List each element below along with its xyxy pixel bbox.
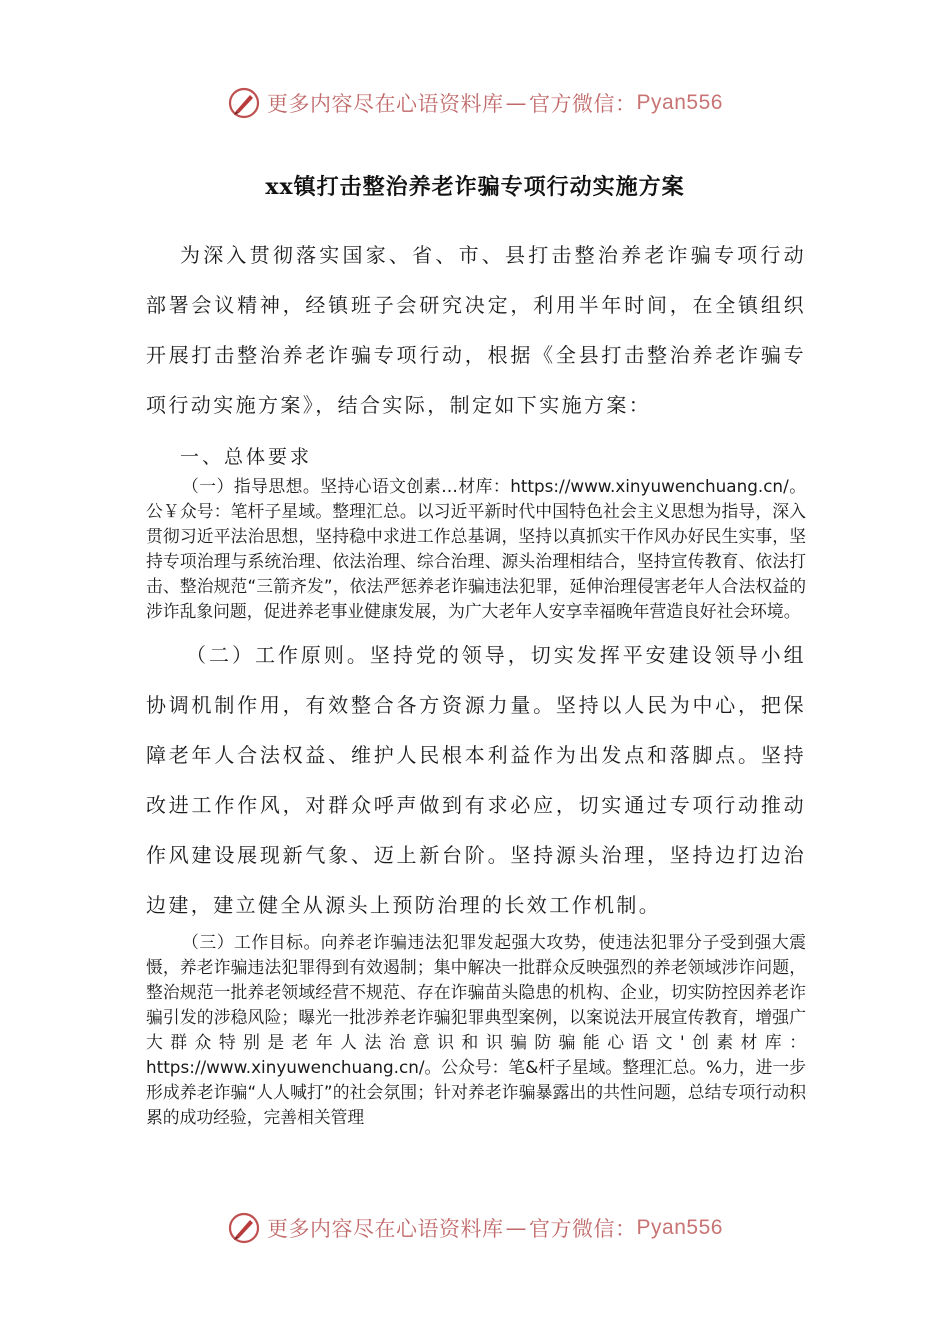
footer-watermark bbox=[0, 1211, 950, 1245]
header-watermark bbox=[0, 86, 950, 120]
work-goals-paragraph: （三）工作目标。向养老诈骗违法犯罪发起强大攻势，使违法犯罪分子受到强大震慑，养老诈骗违法犯罪得到有效遏制；集中解决一批群众反映强烈的养老领域涉诈问题，整治规范一批养老领域经营不规范、存在诈骗苗头隐患的机构、企业，切实防控因养老诈骗引发的涉稳风险；曝光一批涉养老诈骗犯罪典型案例，以案说法开展宣传教育，增强广大群众特别是老年人法治意识和识骗防骗能心语文'创素材库：https://www.xinyuwenchuang.cn/。公众号：笔&杆子星域。整理汇总。%力，进一步形成养老诈骗“人人喊打”的社会氛围；针对养老诈骗暴露出的共性问题，总结专项行动积累的成功经验，完善相关管理 bbox=[146, 932, 806, 1127]
document-title: xx镇打击整治养老诈骗专项行动实施方案 bbox=[265, 174, 685, 200]
pen-logo-icon bbox=[227, 1211, 261, 1245]
work-principles-paragraph: （二）工作原则。坚持党的领导，切实发挥平安建设领导小组协调机制作用，有效整合各方资源力量。坚持以人民为中心，把保障老年人合法权益、维护人民根本利益作为出发点和落脚点。坚持改进工作作风，对群众呼声做到有求必应，切实通过专项行动推动作风建设展现新气象、迈上新台阶。坚持源头治理，坚持边打边治边建，建立健全从源头上预防治理的长效工作机制。 bbox=[146, 643, 806, 917]
intro-paragraph: 为深入贯彻落实国家、省、市、县打击整治养老诈骗专项行动部署会议精神，经镇班子会研究决定，利用半年时间，在全镇组织开展打击整治养老诈骗专项行动，根据《全县打击整治养老诈骗专项行动实施方案》，结合实际，制定如下实施方案： bbox=[146, 243, 806, 417]
banner-dash: — bbox=[505, 1216, 528, 1240]
banner-wechat-id: Pyan556 bbox=[636, 91, 723, 114]
banner-site-text: 更多内容尽在心语资料库 bbox=[267, 1217, 504, 1241]
banner-site-text: 更多内容尽在心语资料库 bbox=[267, 92, 504, 116]
banner-wechat-label: 官方微信： bbox=[529, 92, 637, 116]
pen-logo-icon bbox=[227, 86, 261, 120]
banner-wechat-label: 官方微信： bbox=[529, 1217, 637, 1241]
document-body bbox=[146, 230, 806, 1136]
banner-wechat-id: Pyan556 bbox=[636, 1216, 723, 1239]
guiding-thought-paragraph: （一）指导思想。坚持心语文创素…材库：https://www.xinyuwenchuang.cn/。公￥众号：笔杆子星域。整理汇总。以习近平新时代中国特色社会主义思想为指导，深入贯彻习近平法治思想，坚持稳中求进工作总基调，坚持以真抓实干作风办好民生实事，坚持专项治理与系统治理、依法治理、综合治理、源头治理相结合，坚持宣传教育、依法打击、整治规范“三箭齐发”，依法严惩养老诈骗违法犯罪，延伸治理侵害老年人合法权益的涉诈乱象问题，促进养老事业健康发展，为广大老年人安享幸福晚年营造良好社会环境。 bbox=[146, 476, 806, 621]
section-heading-1: 一、总体要求 bbox=[180, 446, 313, 468]
banner-dash: — bbox=[505, 91, 528, 115]
